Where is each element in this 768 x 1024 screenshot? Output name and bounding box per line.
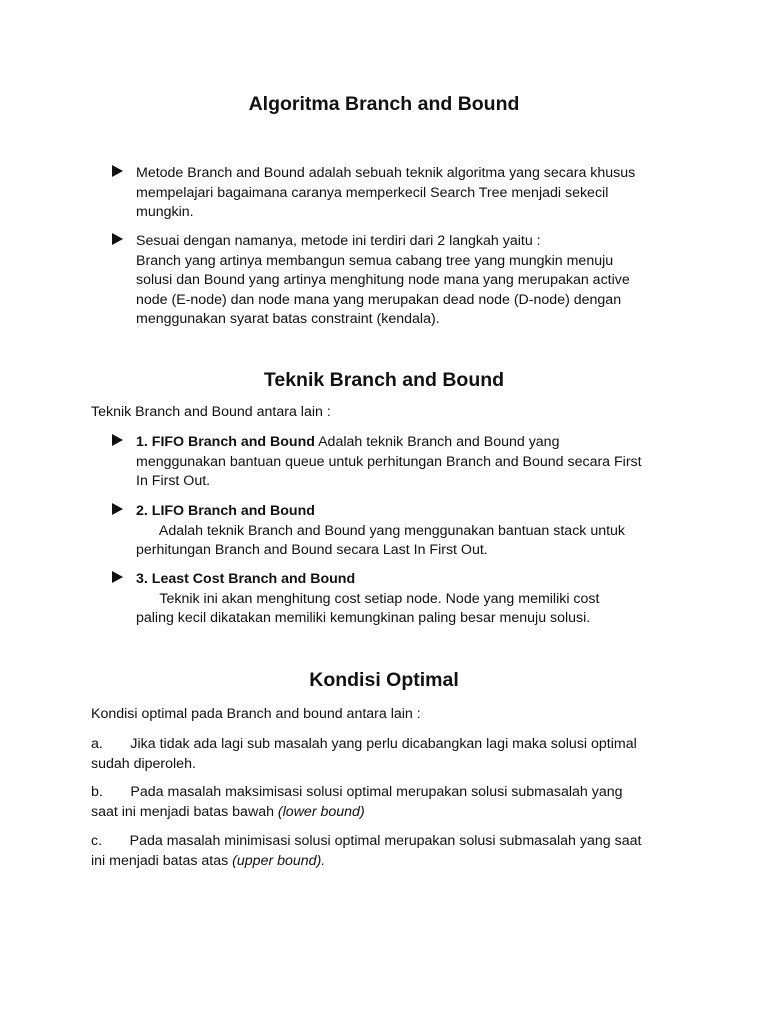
kondisi-item-a <box>91 735 691 774</box>
text: saat ini menjadi batas bawah <box>91 803 278 820</box>
text-line: mempelajari bagaimana caranya memperkecil Search Tree menjadi sekecil <box>136 184 609 201</box>
text-line: menggunakan syarat batas constraint (kendala). <box>136 311 440 327</box>
text-line: Adalah teknik Branch and Bound yang menggunakan bantuan stack untuk <box>136 522 626 539</box>
text-line: In First Out. <box>136 473 211 489</box>
text-line: node (E-node) dan node mana yang merupakan dead node (D-node) dengan <box>136 291 622 308</box>
text-line <box>136 570 692 590</box>
bullet-arrow-icon <box>112 571 123 583</box>
text-line: Metode Branch and Bound adalah sebuah teknik algoritma yang secara khusus <box>136 165 636 181</box>
text-line: Branch yang artinya membangun semua cabang tree yang mungkin menuju <box>136 252 614 269</box>
item-title: 1. FIFO Branch and Bound <box>136 434 315 450</box>
kondisi-item-b <box>91 783 691 822</box>
teknik-item-lifo <box>112 502 692 561</box>
bullet-arrow-icon <box>112 165 123 177</box>
kondisi-item-c <box>91 832 691 871</box>
text-line: b. Pada masalah maksimisasi solusi optimal merupakan solusi submasalah yang <box>91 784 623 800</box>
item-text: Adalah teknik Branch and Bound yang <box>314 434 560 450</box>
bullet-arrow-icon <box>112 503 123 515</box>
bullet-arrow-icon <box>112 434 123 446</box>
text-line: a. Jika tidak ada lagi sub masalah yang perlu dicabangkan lagi maka solusi optimal <box>91 736 637 752</box>
bullet-arrow-icon <box>112 233 123 245</box>
text-line <box>136 502 692 522</box>
italic-term: (lower bound) <box>277 803 365 820</box>
section-heading-kondisi: Kondisi Optimal <box>309 669 459 691</box>
text-line: Sesuai dengan namanya, metode ini terdiri dari 2 langkah yaitu : <box>136 233 541 249</box>
text-line: Teknik ini akan menghitung cost setiap node. Node yang memiliki cost <box>136 590 600 607</box>
item-title: 3. Least Cost Branch and Bound <box>136 571 356 587</box>
text-line: paling kecil dikatakan memiliki kemungkinan paling besar menuju solusi. <box>136 610 591 626</box>
item-title: 2. LIFO Branch and Bound <box>136 503 315 519</box>
intro-bullet-1 <box>112 164 692 223</box>
text-line: solusi dan Bound yang artinya menghitung node mana yang merupakan active <box>136 272 630 288</box>
teknik-item-fifo <box>112 433 692 492</box>
text: ini menjadi batas atas <box>91 852 233 869</box>
text-line: mungkin. <box>136 204 194 220</box>
text-line: Teknik Branch and Bound antara lain : <box>91 404 331 420</box>
intro-bullet-2 <box>112 232 692 330</box>
teknik-item-least-cost <box>112 570 692 629</box>
document-title: Algoritma Branch and Bound <box>248 93 520 115</box>
section2-intro <box>91 403 691 423</box>
text-line <box>91 803 691 823</box>
section-heading-teknik: Teknik Branch and Bound <box>263 369 505 391</box>
text-line: sudah diperoleh. <box>91 755 196 772</box>
section3-intro <box>91 705 691 725</box>
text-line: c. Pada masalah minimisasi solusi optimal merupakan solusi submasalah yang saat <box>91 833 642 849</box>
italic-term: (upper bound). <box>232 852 326 869</box>
text-line <box>91 852 691 872</box>
text-line <box>136 433 692 453</box>
text-line: perhitungan Branch and Bound secara Last In First Out. <box>136 542 488 558</box>
text-line: menggunakan bantuan queue untuk perhitungan Branch and Bound secara First <box>136 453 642 470</box>
text-line: Kondisi optimal pada Branch and bound antara lain : <box>91 706 421 722</box>
